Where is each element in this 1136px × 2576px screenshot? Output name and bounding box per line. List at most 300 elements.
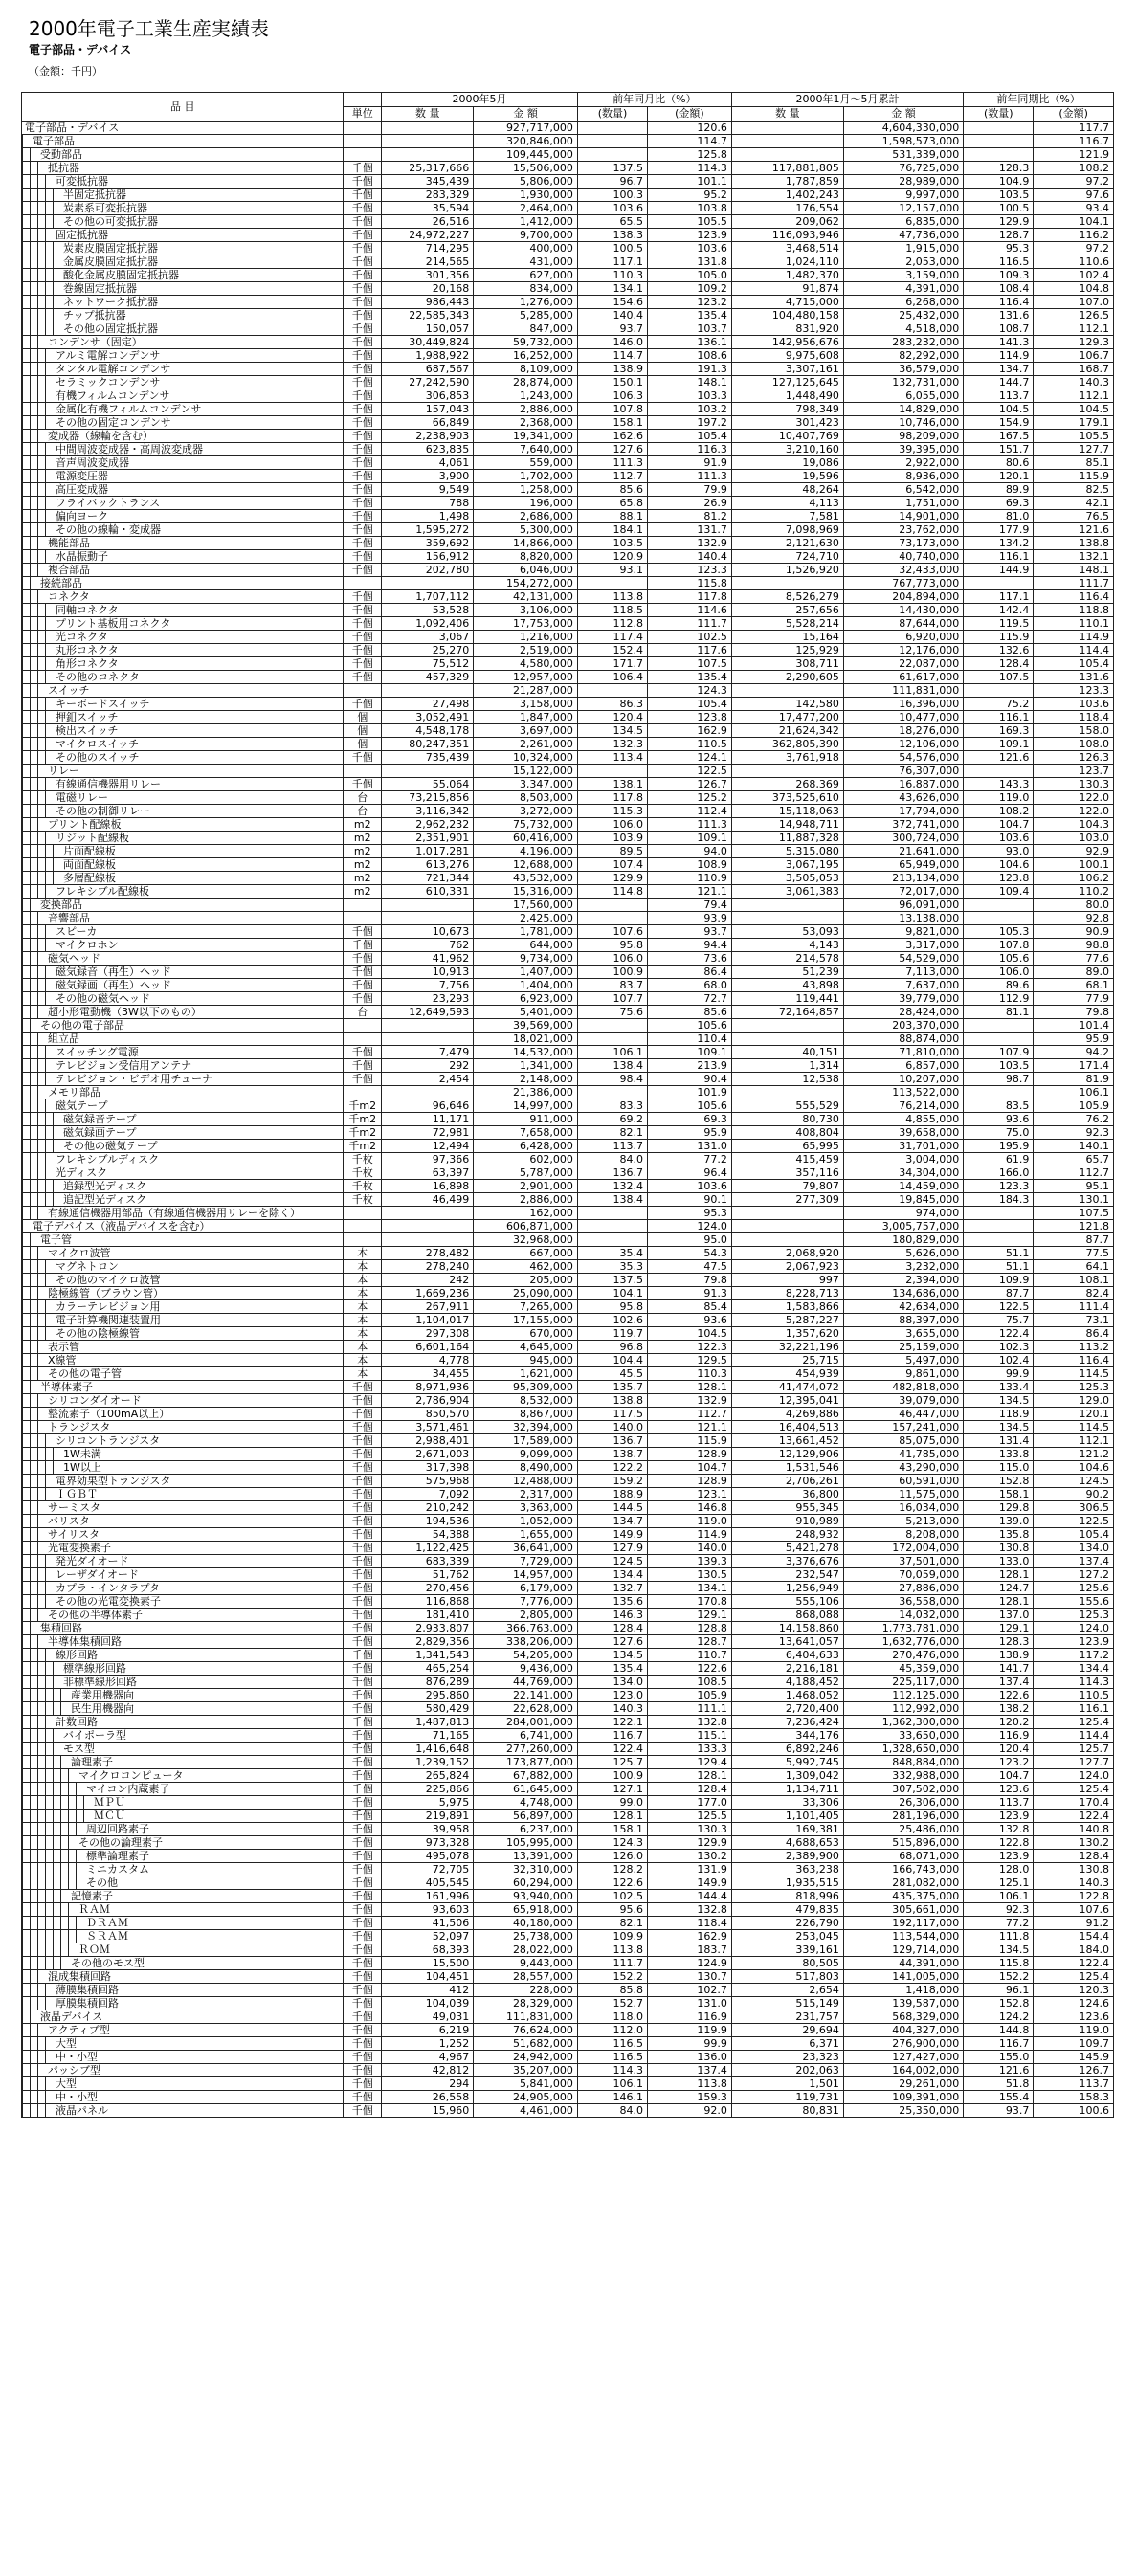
qty-ratio-month: 126.0 — [577, 1850, 647, 1863]
amt-month: 7,776,000 — [474, 1595, 578, 1609]
item-name: その他の半導体素子 — [48, 1609, 143, 1621]
indent-line — [45, 1810, 53, 1822]
qty-ratio-cumulative: 195.9 — [964, 1140, 1034, 1153]
amt-ratio-cumulative: 90.9 — [1034, 925, 1114, 939]
amt-ratio-month: 197.2 — [648, 416, 732, 430]
qty-ratio-cumulative: 122.8 — [964, 1836, 1034, 1850]
indent-line — [68, 1876, 76, 1889]
item-name: テレビジョン受信用アンテナ — [56, 1059, 192, 1072]
table-row — [22, 148, 1114, 162]
indent-line — [53, 1876, 60, 1889]
amt-cumulative: 88,874,000 — [843, 1033, 963, 1046]
qty-ratio-cumulative: 144.7 — [964, 376, 1034, 389]
amt-month: 9,734,000 — [474, 952, 578, 966]
item-name: アルミ電解コンデンサ — [56, 349, 161, 362]
qty-month: 495,078 — [382, 1850, 474, 1863]
amt-month: 13,391,000 — [474, 1850, 578, 1863]
indent-line — [30, 470, 37, 482]
amt-month: 8,867,000 — [474, 1408, 578, 1421]
qty-cumulative: 51,239 — [731, 966, 843, 979]
amt-cumulative: 70,059,000 — [843, 1568, 963, 1582]
qty-ratio-month: 99.0 — [577, 1796, 647, 1810]
qty-month: 150,057 — [382, 322, 474, 336]
qty-cumulative: 33,306 — [731, 1796, 843, 1810]
qty-ratio-month: 134.0 — [577, 1676, 647, 1689]
amt-cumulative: 85,075,000 — [843, 1434, 963, 1448]
indent-line — [37, 751, 45, 764]
indent-line — [37, 1300, 45, 1313]
indent-line — [37, 1568, 45, 1581]
amt-ratio-month: 110.4 — [648, 1033, 732, 1046]
table-row — [22, 1555, 1114, 1568]
qty-month: 4,548,178 — [382, 724, 474, 738]
indent-line — [30, 1341, 37, 1353]
qty-cumulative: 3,061,383 — [731, 885, 843, 899]
indent-line — [53, 1823, 60, 1835]
item-cell — [22, 952, 344, 966]
unit: 千個 — [344, 2037, 382, 2051]
amt-ratio-cumulative: 123.3 — [1034, 684, 1114, 698]
unit: 千個 — [344, 1756, 382, 1769]
qty-ratio-month: 122.6 — [577, 1876, 647, 1890]
amt-ratio-cumulative: 116.2 — [1034, 229, 1114, 242]
indent-line — [30, 1233, 37, 1246]
indent-line — [45, 282, 53, 295]
qty-month: 7,479 — [382, 1046, 474, 1059]
qty-month: 68,393 — [382, 1943, 474, 1957]
indent-line — [22, 858, 30, 871]
qty-month: 683,339 — [382, 1555, 474, 1568]
item-cell — [22, 751, 344, 765]
amt-month: 21,287,000 — [474, 684, 578, 698]
amt-ratio-cumulative: 123.9 — [1034, 1635, 1114, 1649]
qty-ratio-month: 112.8 — [577, 617, 647, 631]
header-period-cumulative: 2000年1月～5月累計 — [731, 93, 963, 107]
qty-cumulative — [731, 684, 843, 698]
amt-month: 1,341,000 — [474, 1059, 578, 1073]
qty-cumulative: 104,480,158 — [731, 309, 843, 322]
amt-month: 1,243,000 — [474, 389, 578, 403]
amt-cumulative: 203,370,000 — [843, 1019, 963, 1033]
indent-line — [37, 738, 45, 750]
qty-cumulative: 1,101,405 — [731, 1810, 843, 1823]
header-period-month: 2000年5月 — [382, 93, 578, 107]
amt-ratio-month: 105.5 — [648, 215, 732, 229]
indent-line — [22, 1903, 30, 1916]
indent-line — [30, 1421, 37, 1433]
indent-line — [37, 416, 45, 429]
table-row — [22, 1917, 1114, 1930]
amt-ratio-month: 109.1 — [648, 1046, 732, 1059]
qty-ratio-cumulative: 128.3 — [964, 162, 1034, 175]
amt-month: 5,285,000 — [474, 309, 578, 322]
unit: 個 — [344, 738, 382, 751]
item-name: 磁気録画テープ — [63, 1126, 137, 1139]
indent-line — [37, 1997, 45, 2010]
qty-ratio-month: 111.3 — [577, 456, 647, 470]
qty-ratio-cumulative — [964, 122, 1034, 135]
qty-cumulative: 209,062 — [731, 215, 843, 229]
item-cell — [22, 242, 344, 255]
table-row — [22, 1274, 1114, 1287]
qty-ratio-month: 35.3 — [577, 1260, 647, 1274]
indent-line — [45, 1903, 53, 1916]
indent-line — [22, 1059, 30, 1072]
amt-ratio-cumulative: 108.0 — [1034, 738, 1114, 751]
amt-cumulative: 14,829,000 — [843, 403, 963, 416]
table-row — [22, 1394, 1114, 1408]
indent-line — [37, 1595, 45, 1608]
amt-ratio-cumulative: 124.0 — [1034, 1769, 1114, 1783]
qty-ratio-month: 84.0 — [577, 1153, 647, 1166]
unit — [344, 1033, 382, 1046]
table-row — [22, 389, 1114, 403]
indent-line — [30, 282, 37, 295]
amt-cumulative: 283,232,000 — [843, 336, 963, 349]
amt-ratio-month: 111.7 — [648, 617, 732, 631]
indent-line — [22, 1207, 30, 1219]
item-name: 非標準線形回路 — [63, 1676, 137, 1688]
unit: 千個 — [344, 1528, 382, 1542]
qty-ratio-month — [577, 684, 647, 698]
qty-ratio-cumulative: 152.8 — [964, 1997, 1034, 2010]
qty-ratio-month: 146.0 — [577, 336, 647, 349]
qty-ratio-cumulative: 133.8 — [964, 1448, 1034, 1461]
header-amt: 金 額 — [843, 107, 963, 122]
amt-cumulative: 36,558,000 — [843, 1595, 963, 1609]
qty-ratio-month: 104.1 — [577, 1287, 647, 1300]
qty-ratio-cumulative: 121.6 — [964, 751, 1034, 765]
indent-line — [30, 1943, 37, 1956]
table-row — [22, 1341, 1114, 1354]
indent-line — [45, 483, 53, 496]
amt-cumulative: 3,004,000 — [843, 1153, 963, 1166]
qty-ratio-cumulative: 141.3 — [964, 336, 1034, 349]
qty-cumulative: 53,093 — [731, 925, 843, 939]
indent-line — [37, 322, 45, 335]
amt-ratio-cumulative: 114.4 — [1034, 1729, 1114, 1743]
item-name: 超小形電動機（3W以下のもの） — [48, 1006, 202, 1018]
unit: 台 — [344, 1006, 382, 1019]
unit: 千個 — [344, 1408, 382, 1421]
qty-month: 1,017,281 — [382, 845, 474, 858]
amt-ratio-month: 132.9 — [648, 1394, 732, 1408]
indent-line — [45, 791, 53, 804]
indent-line — [22, 765, 30, 777]
qty-month: 465,254 — [382, 1662, 474, 1676]
amt-ratio-month: 103.2 — [648, 403, 732, 416]
amt-ratio-cumulative: 103.6 — [1034, 698, 1114, 711]
indent-line — [22, 430, 30, 442]
qty-cumulative: 1,583,866 — [731, 1300, 843, 1314]
qty-ratio-cumulative: 129.1 — [964, 1622, 1034, 1635]
item-cell — [22, 1233, 344, 1247]
table-row — [22, 564, 1114, 577]
amt-ratio-month: 128.1 — [648, 1769, 732, 1783]
qty-ratio-cumulative: 177.9 — [964, 523, 1034, 537]
item-cell — [22, 1595, 344, 1609]
item-cell — [22, 1367, 344, 1381]
qty-cumulative: 1,787,859 — [731, 175, 843, 189]
item-name: 接続部品 — [40, 577, 82, 589]
amt-ratio-month: 135.4 — [648, 671, 732, 684]
item-cell — [22, 1850, 344, 1863]
amt-month: 627,000 — [474, 269, 578, 282]
item-name: 多層配線板 — [63, 872, 116, 884]
amt-month: 644,000 — [474, 939, 578, 952]
amt-cumulative: 1,362,300,000 — [843, 1716, 963, 1729]
item-cell — [22, 979, 344, 992]
unit — [344, 912, 382, 925]
amt-ratio-cumulative: 113.2 — [1034, 1341, 1114, 1354]
unit: 千個 — [344, 1917, 382, 1930]
amt-ratio-month: 110.9 — [648, 872, 732, 885]
amt-ratio-cumulative: 128.4 — [1034, 1850, 1114, 1863]
unit: 千個 — [344, 1729, 382, 1743]
qty-ratio-cumulative: 105.6 — [964, 952, 1034, 966]
amt-month: 28,329,000 — [474, 1997, 578, 2010]
indent-line — [30, 1019, 37, 1032]
amt-cumulative: 33,650,000 — [843, 1729, 963, 1743]
qty-month: 2,238,903 — [382, 430, 474, 443]
amt-ratio-month: 124.3 — [648, 684, 732, 698]
amt-ratio-month: 91.9 — [648, 456, 732, 470]
item-name: フレキシブルディスク — [56, 1153, 160, 1166]
qty-month: 25,317,666 — [382, 162, 474, 175]
report-subtitle: 電子部品・デバイス — [29, 43, 132, 56]
table-row — [22, 1166, 1114, 1180]
qty-cumulative: 4,113 — [731, 497, 843, 510]
qty-ratio-month: 134.1 — [577, 282, 647, 296]
item-name: 大型 — [56, 2037, 77, 2050]
table-row — [22, 1354, 1114, 1367]
item-name: 電子部品 — [33, 135, 75, 147]
amt-ratio-month: 93.7 — [648, 925, 732, 939]
qty-month: 270,456 — [382, 1582, 474, 1595]
amt-ratio-cumulative: 101.4 — [1034, 1019, 1114, 1033]
qty-ratio-month: 134.4 — [577, 1568, 647, 1582]
qty-ratio-cumulative: 80.6 — [964, 456, 1034, 470]
unit: 千個 — [344, 336, 382, 349]
unit: 千個 — [344, 1555, 382, 1568]
amt-month: 911,000 — [474, 1113, 578, 1126]
indent-line — [53, 1850, 60, 1862]
table-row — [22, 1930, 1114, 1943]
amt-ratio-cumulative: 104.6 — [1034, 1461, 1114, 1475]
amt-cumulative: 8,936,000 — [843, 470, 963, 483]
item-name: ＳＲＡＭ — [86, 1930, 128, 1943]
qty-month: 3,900 — [382, 470, 474, 483]
indent-line — [30, 1609, 37, 1621]
amt-ratio-cumulative: 179.1 — [1034, 416, 1114, 430]
qty-cumulative: 8,228,713 — [731, 1287, 843, 1300]
item-cell — [22, 215, 344, 229]
unit: 千個 — [344, 1394, 382, 1408]
item-cell — [22, 202, 344, 215]
item-name: その他の制御リレー — [56, 805, 150, 817]
indent-line — [53, 1796, 60, 1809]
header-item: 品 目 — [22, 93, 344, 122]
indent-line — [45, 1890, 53, 1902]
amt-ratio-month: 85.6 — [648, 1006, 732, 1019]
amt-cumulative: 54,529,000 — [843, 952, 963, 966]
amt-ratio-cumulative: 122.0 — [1034, 805, 1114, 818]
unit: 千個 — [344, 175, 382, 189]
amt-cumulative: 39,079,000 — [843, 1394, 963, 1408]
item-cell — [22, 175, 344, 189]
item-name: アクティブ型 — [48, 2024, 110, 2036]
qty-month: 75,512 — [382, 657, 474, 671]
amt-ratio-month: 111.1 — [648, 1702, 732, 1716]
amt-cumulative: 164,002,000 — [843, 2064, 963, 2077]
qty-cumulative: 21,624,342 — [731, 724, 843, 738]
item-name: 音声周波変成器 — [56, 456, 129, 469]
indent-line — [22, 1153, 30, 1166]
indent-line — [45, 269, 53, 281]
amt-ratio-month: 103.3 — [648, 389, 732, 403]
amt-month: 28,022,000 — [474, 1943, 578, 1957]
qty-ratio-cumulative: 108.4 — [964, 282, 1034, 296]
indent-line — [45, 1046, 53, 1058]
indent-line — [22, 1997, 30, 2010]
indent-line — [37, 1140, 45, 1152]
qty-ratio-cumulative: 123.8 — [964, 872, 1034, 885]
indent-line — [22, 1930, 30, 1943]
qty-ratio-month: 128.1 — [577, 1810, 647, 1823]
item-cell — [22, 1528, 344, 1542]
item-name: シリコンダイオード — [48, 1394, 142, 1407]
indent-line — [30, 1260, 37, 1273]
item-name: ＭＰＵ — [94, 1796, 125, 1809]
unit: 千個 — [344, 282, 382, 296]
qty-cumulative — [731, 135, 843, 148]
amt-ratio-cumulative: 129.3 — [1034, 336, 1114, 349]
qty-ratio-cumulative: 115.9 — [964, 631, 1034, 644]
table-row — [22, 979, 1114, 992]
indent-line — [30, 1434, 37, 1447]
qty-ratio-cumulative: 125.1 — [964, 1876, 1034, 1890]
header-qty: 数 量 — [382, 107, 474, 122]
indent-line — [68, 1823, 76, 1835]
indent-line — [30, 899, 37, 911]
indent-line — [30, 1180, 37, 1192]
indent-line — [30, 966, 37, 978]
amt-cumulative: 3,005,757,000 — [843, 1220, 963, 1233]
qty-ratio-cumulative: 144.8 — [964, 2024, 1034, 2037]
unit — [344, 122, 382, 135]
amt-cumulative: 4,855,000 — [843, 1113, 963, 1126]
indent-line — [22, 1394, 30, 1407]
amt-ratio-cumulative: 106.7 — [1034, 349, 1114, 363]
qty-ratio-month: 123.0 — [577, 1689, 647, 1702]
indent-line — [60, 1903, 68, 1916]
item-name: 磁気録音テープ — [63, 1113, 137, 1125]
indent-line — [37, 1876, 45, 1889]
indent-line — [37, 510, 45, 522]
table-row — [22, 992, 1114, 1006]
unit — [344, 899, 382, 912]
qty-ratio-month: 138.7 — [577, 1448, 647, 1461]
indent-line — [30, 1274, 37, 1286]
amt-cumulative: 40,740,000 — [843, 550, 963, 564]
amt-ratio-month: 118.4 — [648, 1917, 732, 1930]
qty-cumulative: 301,423 — [731, 416, 843, 430]
qty-ratio-month: 117.5 — [577, 1408, 647, 1421]
indent-line — [22, 269, 30, 281]
amt-month: 6,923,000 — [474, 992, 578, 1006]
qty-ratio-month: 136.7 — [577, 1434, 647, 1448]
qty-month: 1,416,648 — [382, 1743, 474, 1756]
indent-line — [37, 1649, 45, 1661]
amt-ratio-month: 119.9 — [648, 2024, 732, 2037]
indent-line — [45, 751, 53, 764]
qty-cumulative — [731, 122, 843, 135]
qty-month: 3,052,491 — [382, 711, 474, 724]
qty-ratio-cumulative: 108.7 — [964, 322, 1034, 336]
amt-cumulative: 180,829,000 — [843, 1233, 963, 1247]
amt-month: 8,820,000 — [474, 550, 578, 564]
amt-ratio-month: 114.3 — [648, 162, 732, 175]
amt-cumulative: 39,658,000 — [843, 1126, 963, 1140]
qty-ratio-month: 135.6 — [577, 1595, 647, 1609]
item-cell — [22, 189, 344, 202]
indent-line — [76, 1917, 83, 1929]
item-name: ネットワーク抵抗器 — [63, 296, 158, 308]
amt-ratio-cumulative: 130.2 — [1034, 1836, 1114, 1850]
amt-ratio-month: 92.0 — [648, 2104, 732, 2118]
qty-ratio-cumulative: 61.9 — [964, 1153, 1034, 1166]
amt-cumulative: 12,157,000 — [843, 202, 963, 215]
indent-line — [22, 791, 30, 804]
indent-line — [37, 309, 45, 322]
table-row — [22, 1984, 1114, 1997]
amt-cumulative: 129,714,000 — [843, 1943, 963, 1957]
indent-line — [37, 1073, 45, 1085]
item-name: その他の固定抵抗器 — [63, 322, 158, 335]
qty-month: 1,104,017 — [382, 1314, 474, 1327]
amt-cumulative: 27,886,000 — [843, 1582, 963, 1595]
indent-line — [30, 979, 37, 991]
amt-ratio-month: 103.6 — [648, 1180, 732, 1193]
qty-month: 2,962,232 — [382, 818, 474, 832]
amt-ratio-month: 123.8 — [648, 711, 732, 724]
amt-month: 1,702,000 — [474, 470, 578, 483]
indent-line — [37, 939, 45, 951]
indent-line — [37, 711, 45, 723]
qty-ratio-month: 106.0 — [577, 818, 647, 832]
qty-ratio-month — [577, 1019, 647, 1033]
indent-line — [22, 1367, 30, 1380]
amt-month: 76,624,000 — [474, 2024, 578, 2037]
amt-ratio-month: 129.5 — [648, 1354, 732, 1367]
item-name: 有機フィルムコンデンサ — [56, 389, 170, 402]
amt-month: 21,386,000 — [474, 1086, 578, 1099]
qty-ratio-month: 106.3 — [577, 389, 647, 403]
amt-month: 75,732,000 — [474, 818, 578, 832]
unit — [344, 765, 382, 778]
indent-line — [45, 925, 53, 938]
indent-line — [45, 322, 53, 335]
amt-ratio-month: 115.9 — [648, 1434, 732, 1448]
amt-month: 3,272,000 — [474, 805, 578, 818]
indent-line — [45, 1702, 53, 1715]
amt-cumulative: 270,476,000 — [843, 1649, 963, 1662]
indent-line — [45, 1193, 53, 1206]
indent-line — [22, 1488, 30, 1500]
unit: 千枚 — [344, 1180, 382, 1193]
indent-line — [22, 992, 30, 1005]
qty-month: 1,707,112 — [382, 590, 474, 604]
